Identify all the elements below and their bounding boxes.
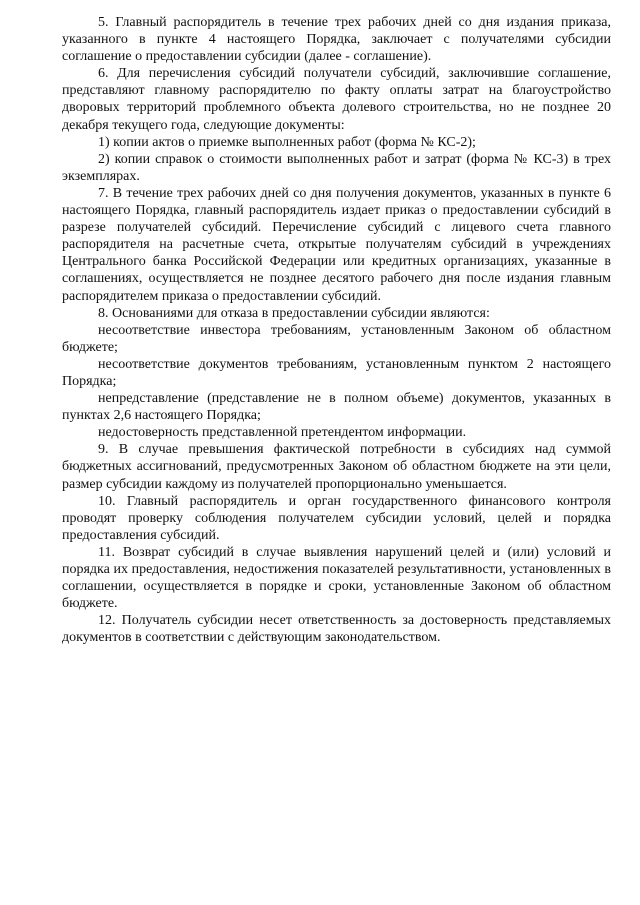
paragraph-11-refund: 11. Возврат субсидий в случае выявления нарушений целей и (или) условий и порядка их предоставления, недостижения показателей результативности, установленных в соглашении, осуществляется в порядке и сроки, установленные Законом об областном бюджете. (62, 544, 611, 612)
document-page (62, 14, 611, 646)
paragraph-7-transfer: 7. В течение трех рабочих дней со дня получения документов, указанных в пункте 6 настоящего Порядка, главный распорядитель издает приказ о предоставлении субсидий в разрезе получателей субсидий. Перечисление субсидий с лицевого счета главного распорядителя на расчетные счета, открытые получателям субсидий в учреждениях Центрального банка Российской Федерации или кредитных организациях, указанные в соглашениях, осуществляется не позднее десятого рабочего дня после издания главным распорядителем приказа о предоставлении субсидий. (62, 185, 611, 304)
list-item-ks2: 1) копии актов о приемке выполненных работ (форма № КС-2); (98, 134, 476, 150)
paragraph-5-agreement: 5. Главный распорядитель в течение трех рабочих дней со дня издания приказа, указанного в пункте 4 настоящего Порядка, заключает с получателями субсидии соглашение о предоставлении субсидии (далее - соглашение). (62, 15, 611, 65)
paragraph-12-responsibility: 12. Получатель субсидии несет ответственность за достоверность представляемых документов в соответствии с действующим законодательством. (62, 613, 611, 646)
paragraph-10-control: 10. Главный распорядитель и орган государственного финансового контроля проводят проверку соблюдения получателем субсидии условий, целей и порядка предоставления субсидий. (62, 493, 611, 543)
refusal-ground-investor: несоответствие инвестора требованиям, установленным Законом об областном бюджете; (62, 322, 611, 355)
paragraph-9-excess-demand: 9. В случае превышения фактической потребности в субсидиях над суммой бюджетных ассигнований, предусмотренных Законом об областном бюджете на эти цели, размер субсидии каждому из получателей пропорционально уменьшается. (62, 442, 611, 492)
paragraph-8-refusal-grounds: 8. Основаниями для отказа в предоставлении субсидии являются: (98, 305, 490, 321)
list-item-ks3: 2) копии справок о стоимости выполненных работ и затрат (форма № КС-3) в трех экземплярах. (62, 151, 611, 184)
refusal-ground-documents: несоответствие документов требованиям, установленным пунктом 2 настоящего Порядка; (62, 356, 611, 389)
refusal-ground-false-info: недостоверность представленной претендентом информации. (98, 425, 467, 441)
refusal-ground-missing-docs: непредставление (представление не в полном объеме) документов, указанных в пунктах 2,6 настоящего Порядка; (62, 391, 611, 424)
paragraph-6-documents: 6. Для перечисления субсидий получатели субсидий, заключившие соглашение, представляют главному распорядителю по факту оплаты затрат на благоустройство дворовых территорий проблемного объекта долевого строительства, но не позднее 20 декабря текущего года, следующие документы: (62, 66, 611, 133)
